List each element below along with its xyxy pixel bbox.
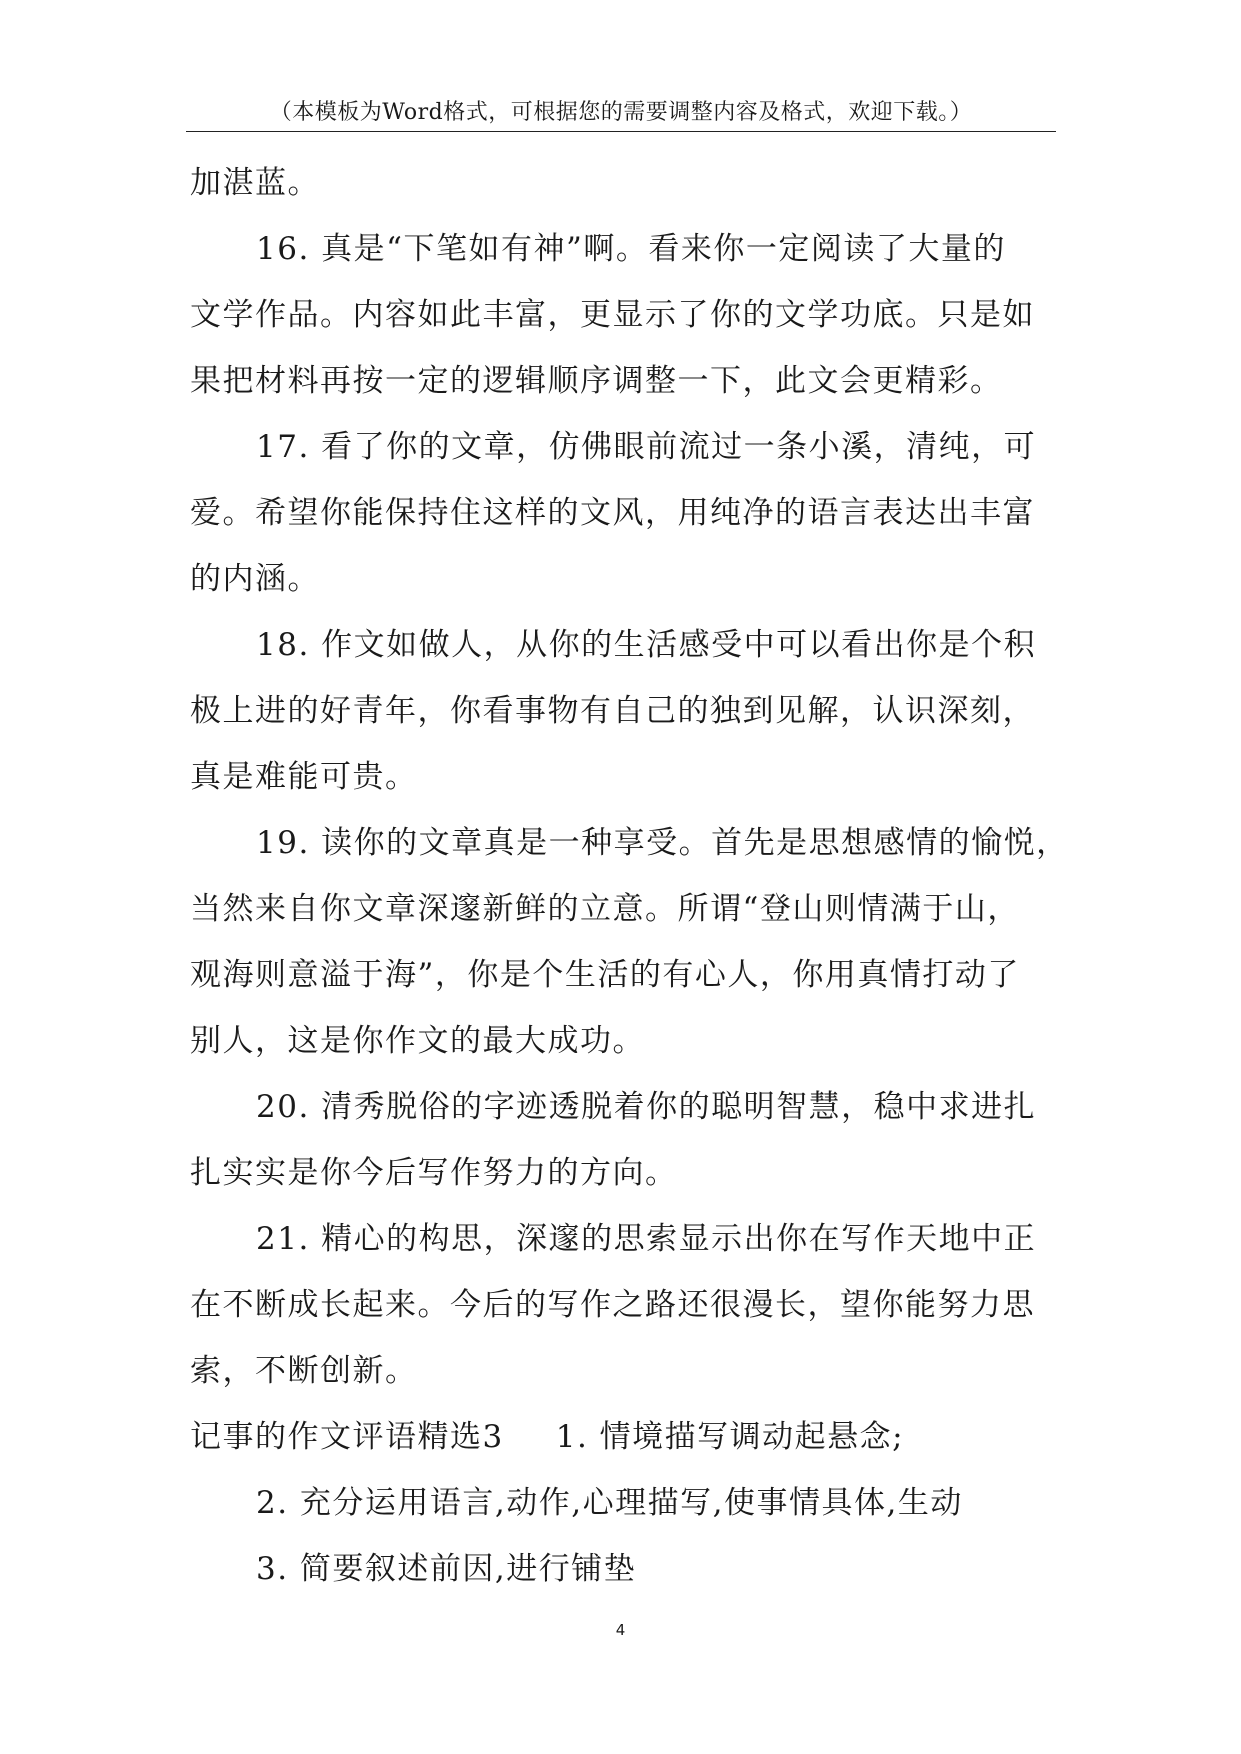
body-text (190, 150, 1069, 1602)
paragraph-20-line-1: 20. 清秀脱俗的字迹透脱着你的聪明智慧，稳中求进扎 (256, 1089, 1037, 1125)
section-3-heading: 记事的作文评语精选3 (190, 1419, 504, 1455)
paragraph-19-line-2: 当然来自你文章深邃新鲜的立意。所谓“登山则情满于山， (190, 891, 1020, 927)
paragraph-19-line-3: 观海则意溢于海”，你是个生活的有心人，你用真情打动了 (190, 957, 1020, 993)
paragraph-18-line-1: 18. 作文如做人，从你的生活感受中可以看出你是个积 (256, 627, 1037, 663)
paragraph-18-line-2: 极上进的好青年，你看事物有自己的独到见解，认识深刻， (190, 693, 1035, 729)
paragraph-21-line-3: 索，不断创新。 (190, 1353, 418, 1389)
paragraph-15-tail: 加湛蓝。 (190, 165, 320, 201)
paragraph-19-line-1: 19. 读你的文章真是一种享受。首先是思想感情的愉悦， (256, 825, 1069, 861)
paragraph-16-line-3: 果把材料再按一定的逻辑顺序调整一下，此文会更精彩。 (190, 363, 1003, 399)
paragraph-21-line-2: 在不断成长起来。今后的写作之路还很漫长，望你能努力思 (190, 1287, 1035, 1323)
page-number: 4 (615, 1621, 626, 1639)
paragraph-16-line-2: 文学作品。内容如此丰富，更显示了你的文学功底。只是如 (190, 297, 1035, 333)
paragraph-17-line-1: 17. 看了你的文章，仿佛眼前流过一条小溪，清纯，可 (256, 429, 1037, 465)
paragraph-17-line-2: 爱。希望你能保持住这样的文风，用纯净的语言表达出丰富 (190, 495, 1035, 531)
paragraph-21-line-1: 21. 精心的构思，深邃的思索显示出你在写作天地中正 (256, 1221, 1037, 1257)
header-notice: （本模板为Word格式，可根据您的需要调整内容及格式，欢迎下载。） (269, 100, 973, 125)
paragraph-19-line-4: 别人，这是你作文的最大成功。 (190, 1023, 645, 1059)
header-rule (186, 131, 1056, 132)
section-3-item-3: 3. 简要叙述前因,进行铺垫 (256, 1551, 637, 1587)
section-3-item-1: 1. 情境描写调动起悬念; (555, 1419, 905, 1455)
paragraph-18-line-3: 真是难能可贵。 (190, 759, 418, 795)
paragraph-16-line-1: 16. 真是“下笔如有神”啊。看来你一定阅读了大量的 (256, 231, 1006, 267)
paragraph-20-line-2: 扎实实是你今后写作努力的方向。 (190, 1155, 678, 1191)
paragraph-17-line-3: 的内涵。 (190, 561, 320, 597)
section-3-heading-line (190, 1404, 1050, 1470)
section-3-item-2: 2. 充分运用语言,动作,心理描写,使事情具体,生动 (256, 1485, 963, 1521)
